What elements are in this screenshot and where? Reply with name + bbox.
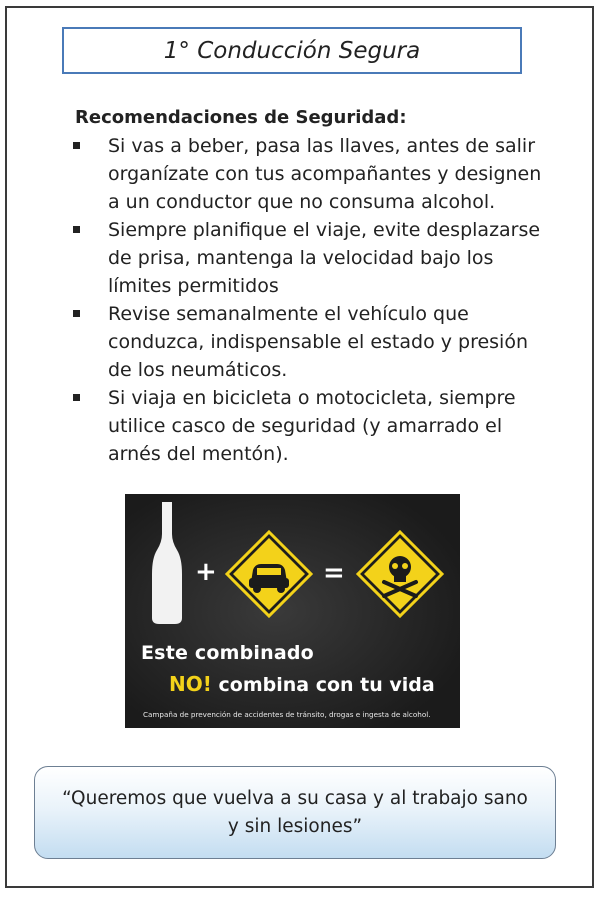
poster-subheadline — [169, 672, 435, 696]
quote-line: “Queremos que vuelva a su casa y al trabajo sano — [62, 787, 528, 809]
poster-subheadline-text: combina con tu vida — [218, 674, 435, 696]
list-item — [70, 300, 550, 384]
list-item-line: Revise semanalmente el vehículo que — [108, 303, 469, 325]
square-bullet-icon — [73, 394, 80, 401]
list-item-line: organízate con tus acompañantes y designen — [108, 163, 542, 185]
plus-sign: + — [195, 557, 217, 587]
list-item-line: de los neumáticos. — [108, 359, 288, 381]
list-item — [70, 216, 550, 300]
list-item-line: a un conductor que no consuma alcohol. — [108, 191, 496, 213]
list-item-line: arnés del mentón). — [108, 443, 289, 465]
quote-box — [34, 766, 556, 859]
list-item — [70, 384, 550, 468]
quote-line: y sin lesiones” — [227, 815, 363, 837]
recommendations-list — [70, 132, 550, 468]
square-bullet-icon — [73, 310, 80, 317]
list-item-line: límites permitidos — [108, 275, 279, 297]
poster-headline: Este combinado — [141, 642, 314, 664]
list-item — [70, 132, 550, 216]
list-item-line: Siempre planifique el viaje, evite desplazarse — [108, 219, 541, 241]
equals-sign: = — [323, 558, 345, 588]
list-item-line: conduzca, indispensable el estado y presión — [108, 331, 529, 353]
square-bullet-icon — [73, 142, 80, 149]
square-bullet-icon — [73, 226, 80, 233]
page-title: 1° Conducción Segura — [62, 27, 522, 74]
list-item-line: Si vas a beber, pasa las llaves, antes de salir — [108, 135, 535, 157]
recommendations-heading: Recomendaciones de Seguridad: — [75, 107, 407, 128]
campaign-poster — [125, 494, 460, 728]
list-item-line: Si viaja en bicicleta o motocicleta, siempre — [108, 387, 516, 409]
poster-campaign-caption: Campaña de prevención de accidentes de tránsito, drogas e ingesta de alcohol. — [143, 710, 431, 719]
poster-no-label: NO! — [169, 672, 212, 696]
list-item-line: de prisa, mantenga la velocidad bajo los — [108, 247, 494, 269]
list-item-line: utilice casco de seguridad (y amarrado el — [108, 415, 503, 437]
